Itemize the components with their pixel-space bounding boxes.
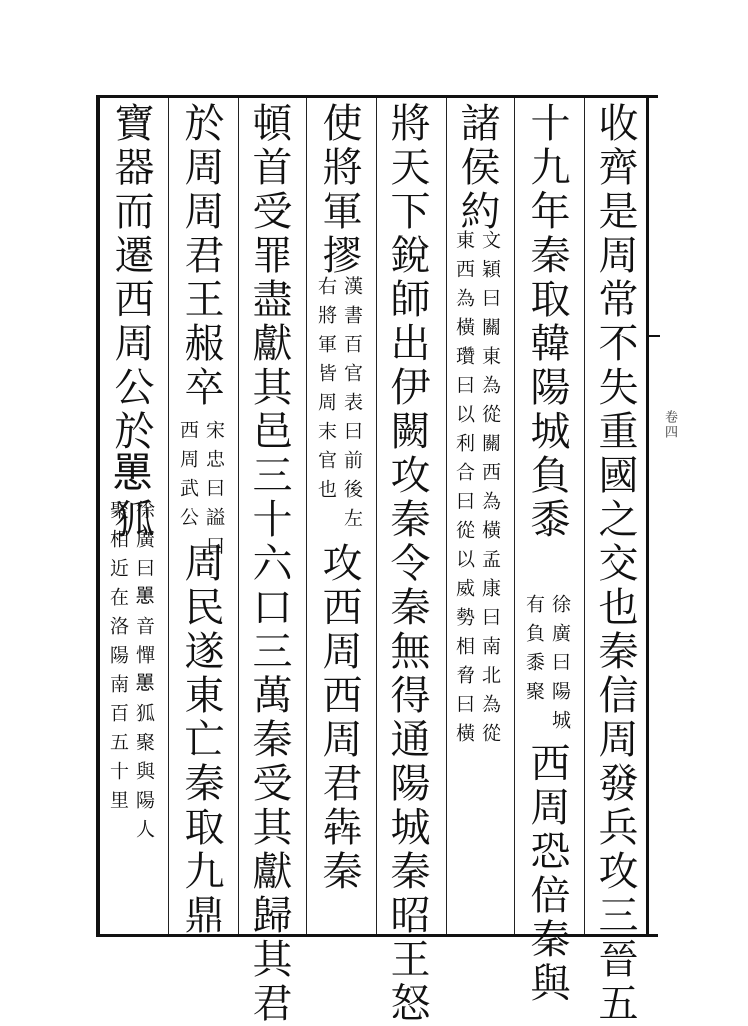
main-text-continued: 西周恐倍秦與 bbox=[524, 742, 570, 1006]
main-text: 寶器而遷西周公於𢠸狐 bbox=[108, 102, 154, 542]
text-column-4 bbox=[380, 102, 430, 1026]
margin-tick bbox=[646, 335, 660, 337]
annotation-line-1: 文穎曰關東為從關西為橫孟康曰南北為從 bbox=[479, 230, 501, 752]
margin-strip bbox=[646, 95, 660, 937]
margin-label: 卷四 bbox=[662, 410, 677, 440]
main-text: 諸侯約 bbox=[454, 102, 500, 234]
margin-rule bbox=[646, 95, 649, 937]
column-rule bbox=[238, 98, 239, 934]
column-rule bbox=[584, 98, 585, 934]
main-text: 將天下銳師出伊闕攻秦令秦無得通陽城秦昭王怒 bbox=[384, 102, 430, 1026]
main-text: 頓首受罪盡獻其邑三十六口三萬秦受其獻歸其君 bbox=[246, 102, 292, 1026]
text-column-5 bbox=[312, 102, 362, 932]
annotation-line-1: 漢書百官表曰前後左 bbox=[341, 276, 363, 537]
annotation-line-2: 聚相近在洛陽南百五十里 bbox=[107, 500, 129, 819]
column-rule bbox=[306, 98, 307, 934]
column-rule bbox=[446, 98, 447, 934]
main-text-continued: 周民遂東亡秦取九鼎 bbox=[178, 542, 224, 938]
annotation-line-2: 有負黍聚 bbox=[523, 594, 545, 710]
column-rule bbox=[376, 98, 377, 934]
annotation-line-1: 徐廣曰陽城 bbox=[549, 594, 571, 739]
text-column-6 bbox=[242, 102, 292, 1026]
annotation-line-2: 西周武公 bbox=[177, 420, 199, 536]
annotation-line-2: 東西為橫瓚曰以利合曰從以威勢相脅曰橫 bbox=[453, 230, 475, 752]
annotation-line-2: 右將軍皆周末官也 bbox=[315, 276, 337, 508]
main-text: 於周周君王赧卒 bbox=[178, 102, 224, 410]
text-column-8 bbox=[104, 102, 154, 932]
annotation-line-1: 徐廣曰𢠸音憚𢠸狐聚與陽人 bbox=[133, 500, 155, 848]
main-text: 使將軍摎 bbox=[316, 102, 362, 278]
column-rule bbox=[168, 98, 169, 934]
text-column-1 bbox=[588, 102, 638, 1026]
text-column-2 bbox=[520, 102, 571, 1006]
main-text: 收齊是周常不失重國之交也秦信周發兵攻三晉五 bbox=[592, 102, 638, 1026]
annotation-line-1: 宋忠曰謚曰 bbox=[203, 420, 225, 565]
main-text: 十九年秦取韓陽城負黍 bbox=[524, 102, 570, 542]
text-column-3 bbox=[450, 102, 500, 932]
main-text-continued: 攻西周西周君犇秦 bbox=[316, 542, 362, 894]
column-rule bbox=[514, 98, 515, 934]
text-column-7 bbox=[174, 102, 225, 938]
